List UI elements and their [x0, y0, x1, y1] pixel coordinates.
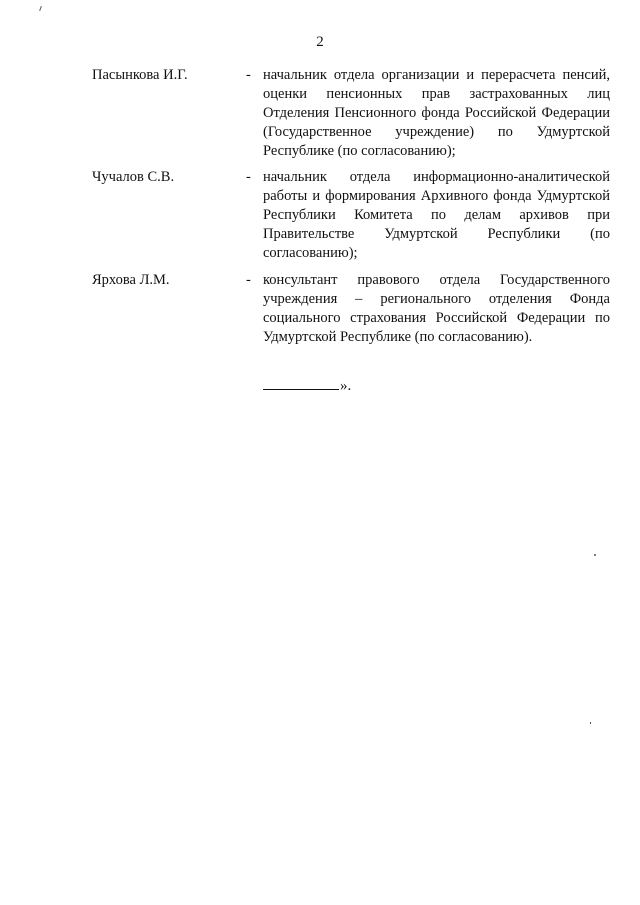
signature-line: [263, 377, 339, 390]
person-name: Чучалов С.В.: [92, 169, 175, 185]
scan-speck: [594, 554, 596, 556]
dash-separator: -: [246, 67, 251, 83]
scan-speck: [590, 722, 591, 724]
position-description: консультант правового отдела Государственного учреждения – регионального отделения Фонда социального страхования Российской Федерации по Удмуртской Республике (по согласованию).: [263, 272, 610, 345]
closing-quote: ».: [340, 378, 352, 394]
position-description: начальник отдела организации и перерасчета пенсий, оценки пенсионных прав застрахованных лиц Отделения Пенсионного фонда Российской Федерации (Государственное учреждение) по Удмуртской Республике (по согласованию);: [263, 67, 610, 159]
dash-separator: -: [246, 169, 251, 185]
dash-separator: -: [246, 272, 251, 288]
person-name: Пасынкова И.Г.: [92, 67, 188, 83]
closing-mark: [263, 377, 351, 395]
position-description: начальник отдела информационно-аналитической работы и формирования Архивного фонда Удмуртской Республики Комитета по делам архивов при Правительстве Удмуртской Республики (по согласованию);: [263, 169, 610, 261]
page-number: 2: [316, 34, 324, 50]
scan-speck: [39, 6, 42, 11]
person-name: Ярхова Л.М.: [92, 272, 170, 288]
